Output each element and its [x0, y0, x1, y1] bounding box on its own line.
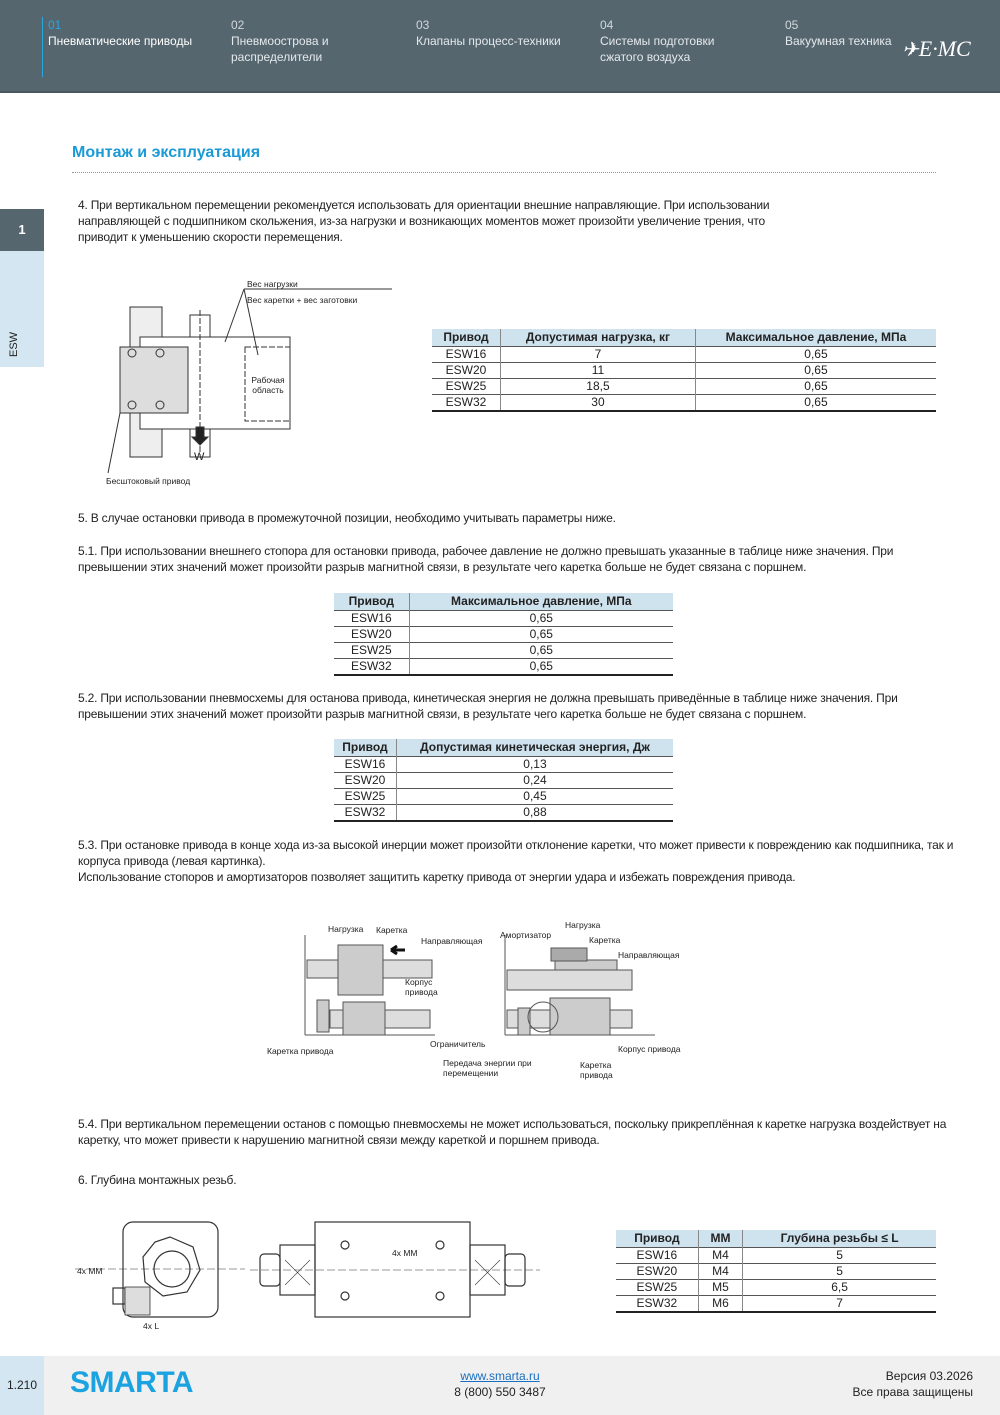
table-cell: 5 [743, 1263, 936, 1279]
paragraph-5-3 [78, 837, 958, 885]
table-cell: ESW20 [334, 626, 409, 642]
table-row [334, 626, 673, 642]
table-cell: ESW20 [616, 1263, 698, 1279]
column-header: Глубина резьбы ≤ L [743, 1230, 936, 1247]
table-cell: 0,65 [695, 346, 936, 362]
divider [72, 172, 936, 173]
table-cell: ESW16 [616, 1247, 698, 1263]
table-cell: 6,5 [743, 1279, 936, 1295]
thread-mm-label-side: 4x MM [77, 1266, 103, 1276]
table-row [432, 346, 936, 362]
table-header [432, 329, 936, 346]
table-row [334, 610, 673, 626]
table-row [616, 1247, 936, 1263]
thread-table [616, 1230, 936, 1313]
table-cell: 0,65 [409, 626, 673, 642]
nav-item-vacuum[interactable]: 05 Вакуумная техника [785, 18, 892, 48]
table-cell: M6 [698, 1295, 742, 1312]
table-cell: 0,24 [396, 772, 673, 788]
table-row [616, 1263, 936, 1279]
column-header: Допустимая нагрузка, кг [500, 329, 695, 346]
table-cell: 18,5 [500, 378, 695, 394]
nav-item-process-valves[interactable]: 03 Клапаны процесс-техники [416, 18, 561, 48]
version: Версия 03.2026 [885, 1369, 973, 1383]
table-row [432, 362, 936, 378]
thread-depth-label: 4x L [143, 1321, 160, 1331]
column-header: Привод [616, 1230, 698, 1247]
paragraph-5-3b: Использование стопоров и амортизаторов позволяет защитить каретку привода от энергии удара и избежать повреждения привода. [78, 870, 796, 884]
carriage-weight-label: Вес каретки + вес заготовки [247, 295, 358, 305]
smarta-logo: SMARTA [70, 1366, 194, 1399]
table-cell: 0,65 [695, 394, 936, 411]
column-header: Максимальное давление, МПа [409, 593, 673, 610]
table-header [334, 593, 673, 610]
table-cell: 11 [500, 362, 695, 378]
table-cell: ESW32 [334, 804, 396, 821]
table-cell: 0,65 [409, 610, 673, 626]
table-cell: 5 [743, 1247, 936, 1263]
top-navigation [0, 0, 1000, 93]
table-cell: 30 [500, 394, 695, 411]
nav-item-valve-terminals[interactable]: 02 Пневмоострова и распределители [231, 18, 329, 64]
table-header [616, 1230, 936, 1247]
force-w-label: W [194, 451, 205, 463]
series-tab[interactable]: ESW [0, 251, 44, 367]
table-cell: ESW25 [432, 378, 500, 394]
table-cell: M4 [698, 1247, 742, 1263]
table-row [432, 378, 936, 394]
table-cell: 0,13 [396, 756, 673, 772]
rights: Все права защищены [852, 1385, 973, 1399]
section-title: Монтаж и эксплуатация [72, 144, 261, 161]
table-cell: ESW32 [432, 394, 500, 411]
column-header: Привод [334, 739, 396, 756]
table-cell: M5 [698, 1279, 742, 1295]
pressure-table [334, 593, 673, 676]
thread-depth-figure [75, 1212, 545, 1337]
table-row [334, 772, 673, 788]
table-cell: 0,65 [409, 642, 673, 658]
actuator-carriage-label: Каретка привода [267, 1046, 334, 1056]
table-cell: M4 [698, 1263, 742, 1279]
paragraph-5-2: 5.2. При использовании пневмосхемы для останова привода, кинетическая энергия не должна превышать приведённые в таблице ниже значения. При превышении этих значений может произойти разрыв магнитной связи, в результате чего каретка больше не будет связана с поршнем. [78, 691, 898, 721]
guide-label: Направляющая [421, 936, 483, 946]
table-cell: ESW25 [334, 788, 396, 804]
website-link[interactable]: www.smarta.ru [460, 1369, 540, 1383]
load-label-2: Нагрузка [565, 920, 601, 930]
table-cell: 0,45 [396, 788, 673, 804]
carriage-label: Каретка [376, 925, 408, 935]
column-header: MM [698, 1230, 742, 1247]
body-label: Корпус привода [405, 977, 438, 997]
rodless-actuator-label: Бесштоковый привод [106, 476, 191, 486]
nav-item-pneumatic-actuators[interactable]: 01 Пневматические приводы [42, 17, 212, 77]
carriage-label-2: Каретка [589, 935, 621, 945]
table-row [432, 394, 936, 411]
table-cell: 7 [743, 1295, 936, 1312]
vertical-mount-figure [100, 275, 400, 490]
work-area-label: Рабочая область [251, 375, 285, 395]
table-cell: ESW32 [334, 658, 409, 675]
column-header: Максимальное давление, МПа [695, 329, 936, 346]
limiter-label: Ограничитель [430, 1039, 486, 1049]
kinetic-energy-table [334, 739, 673, 822]
table-cell: 7 [500, 346, 695, 362]
table-cell: ESW16 [432, 346, 500, 362]
load-weight-label: Вес нагрузки [247, 279, 298, 289]
energy-label: Передача энергии при перемещении [443, 1058, 532, 1078]
table-cell: ESW16 [334, 756, 396, 772]
table-row [334, 756, 673, 772]
table-cell: ESW25 [616, 1279, 698, 1295]
table-row [616, 1279, 936, 1295]
column-header: Привод [432, 329, 500, 346]
actuator-carriage-label-2: Каретка привода [580, 1060, 613, 1080]
column-header: Допустимая кинетическая энергия, Дж [396, 739, 673, 756]
version-info [700, 1368, 973, 1400]
table-cell: ESW32 [616, 1295, 698, 1312]
paragraph-5-3a: 5.3. При остановке привода в конце хода из-за высокой инерции может произойти отклонение каретки, что может привести к повреждению как подшипника, так и корпуса привода (левая картинка). [78, 838, 954, 868]
paragraph-5-1: 5.1. При использовании внешнего стопора для остановки привода, рабочее давление не должно превышать указанные в таблице ниже значения. При превышении этих значений может произойти разрыв магнитной связи, в результате чего каретка больше не будет связана с поршнем. [78, 544, 894, 574]
paragraph-5-4: 5.4. При вертикальном перемещении останов с помощью пневмосхемы не может использоваться, поскольку прикреплённая к каретке нагрузка воздействует на каретку, что может привести к нарушению магнитной связи между кареткой и поршнем привода. [78, 1117, 947, 1147]
table-header [334, 739, 673, 756]
table-cell: ESW16 [334, 610, 409, 626]
table-cell: 0,65 [695, 362, 936, 378]
paragraph-5: 5. В случае остановки привода в промежуточной позиции, необходимо учитывать параметры ниже. [78, 511, 616, 525]
phone: 8 (800) 550 3487 [454, 1385, 546, 1399]
nav-item-air-preparation[interactable]: 04 Системы подготовки сжатого воздуха [600, 18, 715, 64]
end-stop-figure [265, 920, 685, 1085]
table-row [334, 804, 673, 821]
table-cell: 0,65 [695, 378, 936, 394]
table-row [334, 658, 673, 675]
column-header: Привод [334, 593, 409, 610]
absorber-label: Амортизатор [500, 930, 552, 940]
table-cell: ESW20 [432, 362, 500, 378]
table-cell: 0,65 [409, 658, 673, 675]
contacts [400, 1368, 600, 1400]
emc-logo: ✈E·MC [902, 36, 971, 61]
paragraph-4: 4. При вертикальном перемещении рекомендуется использовать для ориентации внешние направляющие. При использовании направляющей с подшипником скольжения, из-за нагрузки и возникающих моментов может произойти увеличение трения, что приводит к уменьшению скорости перемещения. [78, 198, 770, 244]
page-number: 1.210 [0, 1356, 44, 1415]
load-label: Нагрузка [328, 924, 364, 934]
chapter-tab[interactable]: 1 [0, 209, 44, 251]
table-cell: 0,88 [396, 804, 673, 821]
thread-mm-label-top: 4x MM [392, 1248, 418, 1258]
table-row [616, 1295, 936, 1312]
table-cell: ESW20 [334, 772, 396, 788]
load-table [432, 329, 936, 412]
thread-depth-drawing [75, 1212, 545, 1337]
table-cell: ESW25 [334, 642, 409, 658]
paragraph-6: 6. Глубина монтажных резьб. [78, 1173, 237, 1187]
table-row [334, 788, 673, 804]
table-row [334, 642, 673, 658]
guide-label-2: Направляющая [618, 950, 680, 960]
body-label-2: Корпус привода [618, 1044, 681, 1054]
